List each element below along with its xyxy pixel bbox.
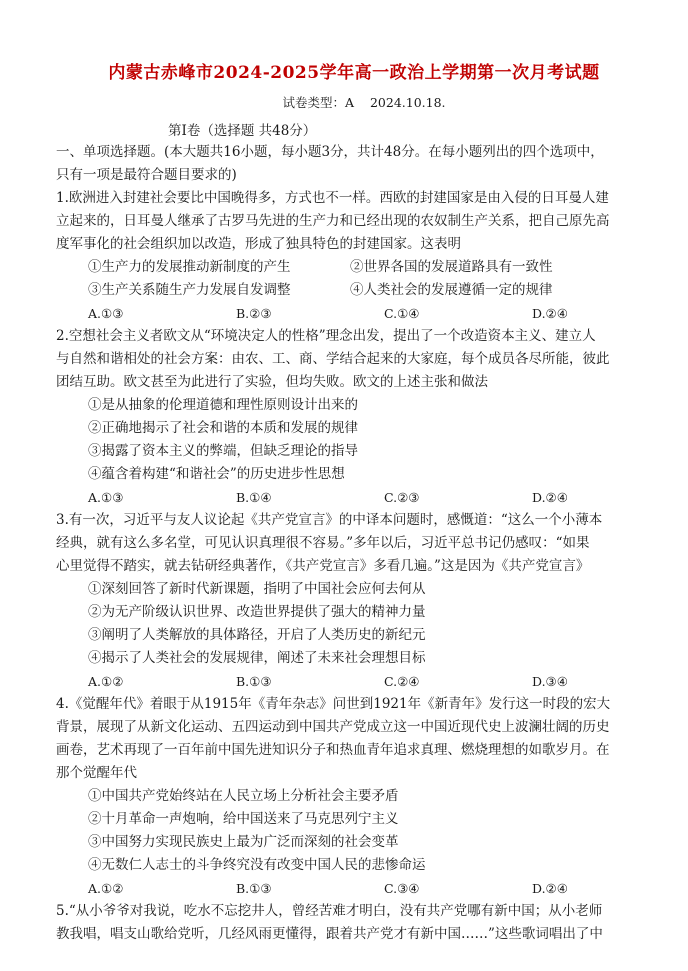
question-stem-line: 那个觉醒年代 bbox=[56, 765, 137, 781]
question-stem-line: 团结互助。欧文甚至为此进行了实验，但均失败。欧文的上述主张和做法 bbox=[56, 374, 488, 390]
choice-list bbox=[56, 486, 652, 509]
choice-a: A.①② bbox=[88, 881, 124, 896]
choice-list bbox=[56, 877, 652, 900]
question-stem-line: 4.《觉醒年代》着眼于从1915年《青年杂志》问世到1921年《新青年》发行这一时段的宏大 bbox=[56, 696, 611, 712]
choice-b: B.①④ bbox=[236, 490, 272, 505]
question-stem-line: 画卷，艺术再现了一百年前中国先进知识分子和热血青年追求真理、燃烧理想的如歌岁月。在 bbox=[56, 742, 610, 758]
statement-2: ②世界各国的发展道路具有一致性 bbox=[350, 259, 553, 275]
question-stem-line: 3.有一次，习近平与友人议论起《共产党宣言》的中译本问题时，感慨道：“这么一个小薄本 bbox=[56, 512, 603, 528]
statement-4: ④人类社会的发展遵循一定的规律 bbox=[350, 282, 553, 298]
statement-1: ①生产力的发展推动新制度的产生 bbox=[88, 259, 291, 275]
choice-c: C.②④ bbox=[384, 674, 420, 689]
section-heading-line-1: 一、单项选择题。(本大题共16小题，每小题3分，共计48分。在每小题列出的四个选项中， bbox=[56, 144, 604, 160]
statement-list bbox=[56, 785, 652, 877]
choice-d: D.②④ bbox=[532, 490, 568, 505]
statement-4: ④揭示了人类社会的发展规律，阐述了未来社会理想目标 bbox=[88, 650, 426, 666]
choice-c: C.②③ bbox=[384, 490, 420, 505]
statement-3: ③生产关系随生产力发展自发调整 bbox=[88, 282, 291, 298]
choice-a: A.①② bbox=[88, 674, 124, 689]
exam-type-label: 试卷类型：A bbox=[282, 95, 354, 110]
statement-3: ③阐明了人类解放的具体路径，开启了人类历史的新纪元 bbox=[88, 627, 426, 643]
question-5 bbox=[56, 900, 652, 946]
question-stem-line: 心里觉得不踏实，就去钻研经典著作，《共产党宣言》多看几遍。”这是因为《共产党宣言》 bbox=[56, 558, 590, 574]
choice-a: A.①③ bbox=[88, 306, 124, 321]
statement-1: ①中国共产党始终站在人民立场上分析社会主要矛盾 bbox=[88, 788, 399, 804]
exam-date: 2024.10.18. bbox=[369, 95, 446, 110]
statement-list bbox=[56, 256, 652, 302]
choice-c: C.①④ bbox=[384, 306, 420, 321]
question-stem-line: 与自然和谐相处的社会方案：由农、工、商、学结合起来的大家庭，每个成员各尽所能，彼此 bbox=[56, 351, 610, 367]
choice-list bbox=[56, 670, 652, 693]
question-4 bbox=[56, 693, 652, 900]
choice-d: D.②④ bbox=[532, 881, 568, 896]
question-stem-line: 度军事化的社会组织加以改造，形成了独具特色的封建国家。这表明 bbox=[56, 236, 461, 252]
choice-d: D.③④ bbox=[532, 674, 568, 689]
statement-2: ②正确地揭示了社会和谐的本质和发展的规律 bbox=[88, 420, 358, 436]
question-stem-line: 经典，就有这么多名堂，可见认识真理很不容易。”多年以后，习近平总书记仍感叹：“如果 bbox=[56, 535, 590, 551]
choice-c: C.③④ bbox=[384, 881, 420, 896]
exam-meta bbox=[56, 93, 652, 111]
volume-heading: 第Ⅰ卷（选择题 共48分） bbox=[168, 123, 317, 139]
statement-2: ②十月革命一声炮响，给中国送来了马克思列宁主义 bbox=[88, 811, 399, 827]
statement-3: ③揭露了资本主义的弊端，但缺乏理论的指导 bbox=[88, 443, 358, 459]
statement-4: ④蕴含着构建“和谐社会”的历史进步性思想 bbox=[88, 466, 345, 482]
choice-d: D.②④ bbox=[532, 306, 568, 321]
question-stem-line: 5.“从小爷爷对我说，吃水不忘挖井人，曾经苦难才明白，没有共产党哪有新中国；从小老师 bbox=[56, 903, 603, 919]
question-stem-line: 背景，展现了从新文化运动、五四运动到中国共产党成立这一中国近现代史上波澜壮阔的历史 bbox=[56, 719, 610, 735]
statement-list bbox=[56, 394, 652, 486]
exam-title: 内蒙古赤峰市2024-2025学年高一政治上学期第一次月考试题 bbox=[108, 63, 600, 83]
statement-list bbox=[56, 578, 652, 670]
choice-a: A.①③ bbox=[88, 490, 124, 505]
question-stem-line: 2.空想社会主义者欧文从“环境决定人的性格”理念出发，提出了一个改造资本主义、建立人 bbox=[56, 328, 596, 344]
section-heading-line-2: 只有一项是最符合题目要求的) bbox=[56, 167, 237, 183]
choice-b: B.①③ bbox=[236, 674, 272, 689]
statement-1: ①是从抽象的伦理道德和理性原则设计出来的 bbox=[88, 397, 358, 413]
choice-list bbox=[56, 302, 652, 325]
choice-b: B.①③ bbox=[236, 881, 272, 896]
question-stem-line: 教我唱，唱支山歌给党听，几经风雨更懂得，跟着共产党才有新中国……”这些歌词唱出了中 bbox=[56, 926, 603, 942]
statement-1: ①深刻回答了新时代新课题，指明了中国社会应何去何从 bbox=[88, 581, 426, 597]
statement-3: ③中国努力实现民族史上最为广泛而深刻的社会变革 bbox=[88, 834, 399, 850]
question-stem-line: 立起来的，日耳曼人继承了古罗马先进的生产力和已经出现的农奴制生产关系，把自己原先高 bbox=[56, 213, 610, 229]
statement-2: ②为无产阶级认识世界、改造世界提供了强大的精神力量 bbox=[88, 604, 426, 620]
question-3 bbox=[56, 509, 652, 693]
question-1 bbox=[56, 187, 652, 325]
question-2 bbox=[56, 325, 652, 509]
choice-b: B.②③ bbox=[236, 306, 272, 321]
statement-4: ④无数仁人志士的斗争终究没有改变中国人民的悲惨命运 bbox=[88, 857, 426, 873]
question-stem-line: 1.欧洲进入封建社会要比中国晚得多，方式也不一样。西欧的封建国家是由入侵的日耳曼人建 bbox=[56, 190, 609, 206]
